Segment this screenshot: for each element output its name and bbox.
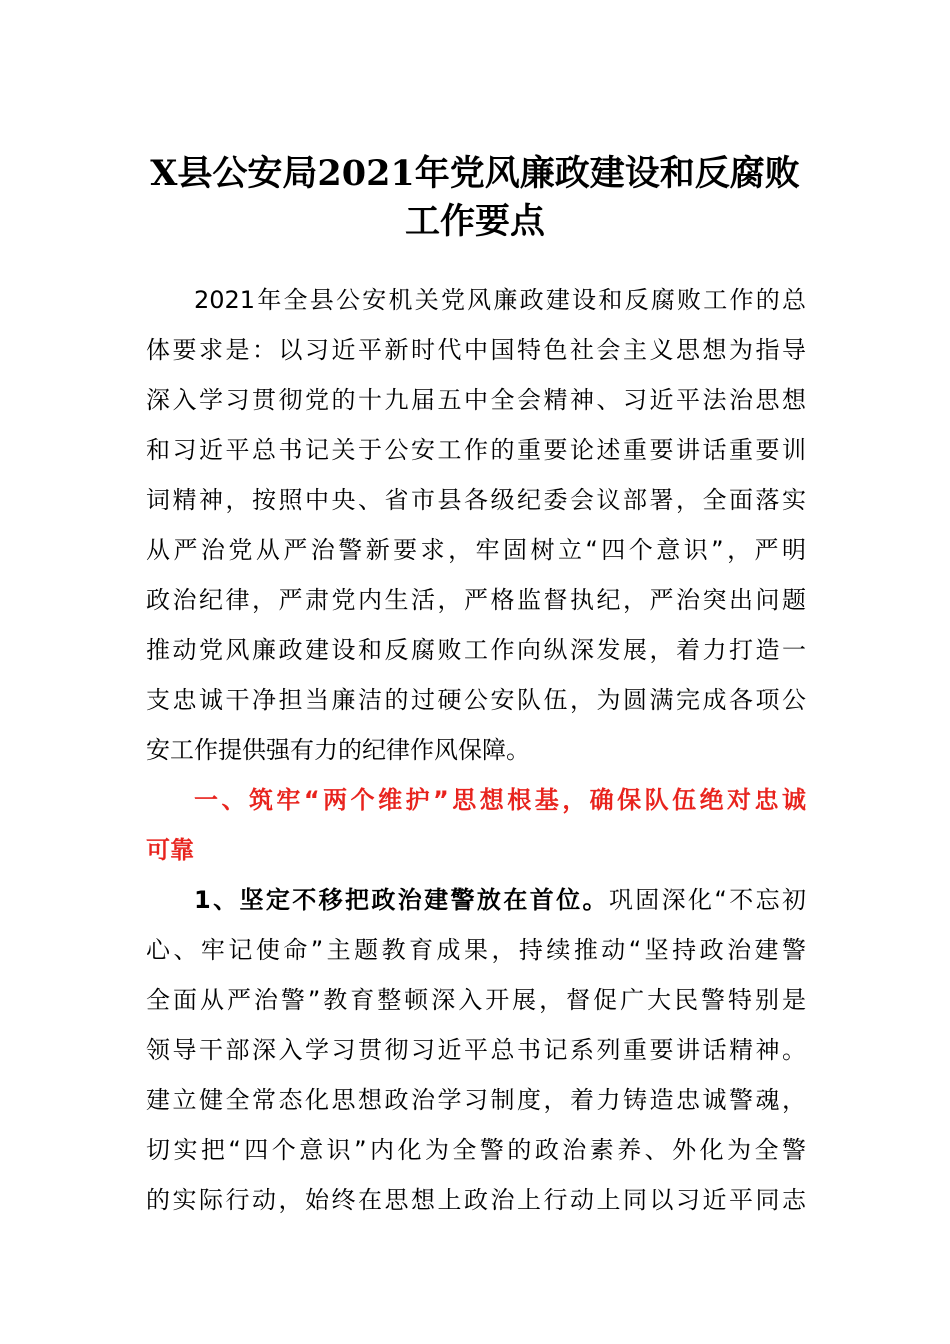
section-1-heading-line-1: 一、筑牢“两个维护”思想根基，确保队伍绝对忠诚	[194, 786, 806, 814]
item-1-line-1-rest: 巩固深化“不忘初	[608, 886, 807, 914]
intro-line-3: 深入学习贯彻党的十九届五中全会精神、习近平法治思想	[146, 386, 806, 414]
item-1-lead: 1、坚定不移把政治建警放在首位。	[194, 886, 609, 914]
intro-line-2: 体要求是：以习近平新时代中国特色社会主义思想为指导	[146, 336, 806, 364]
document-title-line-2: 工作要点	[404, 201, 545, 242]
section-1-heading-line-2: 可靠	[146, 836, 194, 864]
item-1-line-3: 全面从严治警”教育整顿深入开展，督促广大民警特别是	[146, 986, 806, 1014]
intro-line-6: 从严治党从严治警新要求，牢固树立“四个意识”，严明	[146, 536, 806, 564]
intro-line-4: 和习近平总书记关于公安工作的重要论述重要讲话重要训	[146, 436, 806, 464]
intro-line-7: 政治纪律，严肃党内生活，严格监督执纪，严治突出问题	[146, 586, 806, 614]
item-1-line-1	[194, 884, 806, 916]
intro-line-10: 安工作提供强有力的纪律作风保障。	[146, 736, 530, 764]
intro-line-9: 支忠诚干净担当廉洁的过硬公安队伍，为圆满完成各项公	[146, 686, 806, 714]
intro-line-8: 推动党风廉政建设和反腐败工作向纵深发展，着力打造一	[146, 636, 806, 664]
item-1-line-6: 切实把“四个意识”内化为全警的政治素养、外化为全警	[146, 1136, 806, 1164]
intro-line-1: 2021年全县公安机关党风廉政建设和反腐败工作的总	[194, 286, 806, 314]
item-1-line-7: 的实际行动，始终在思想上政治上行动上同以习近平同志	[146, 1186, 806, 1214]
item-1-line-2: 心、牢记使命”主题教育成果，持续推动“坚持政治建警	[146, 936, 806, 964]
document-title-line-1: X县公安局2021年党风廉政建设和反腐败	[150, 153, 800, 194]
item-1-line-5: 建立健全常态化思想政治学习制度，着力铸造忠诚警魂，	[146, 1086, 806, 1114]
intro-line-5: 词精神，按照中央、省市县各级纪委会议部署，全面落实	[146, 486, 806, 514]
item-1-line-4: 领导干部深入学习贯彻习近平总书记系列重要讲话精神。	[146, 1036, 806, 1064]
